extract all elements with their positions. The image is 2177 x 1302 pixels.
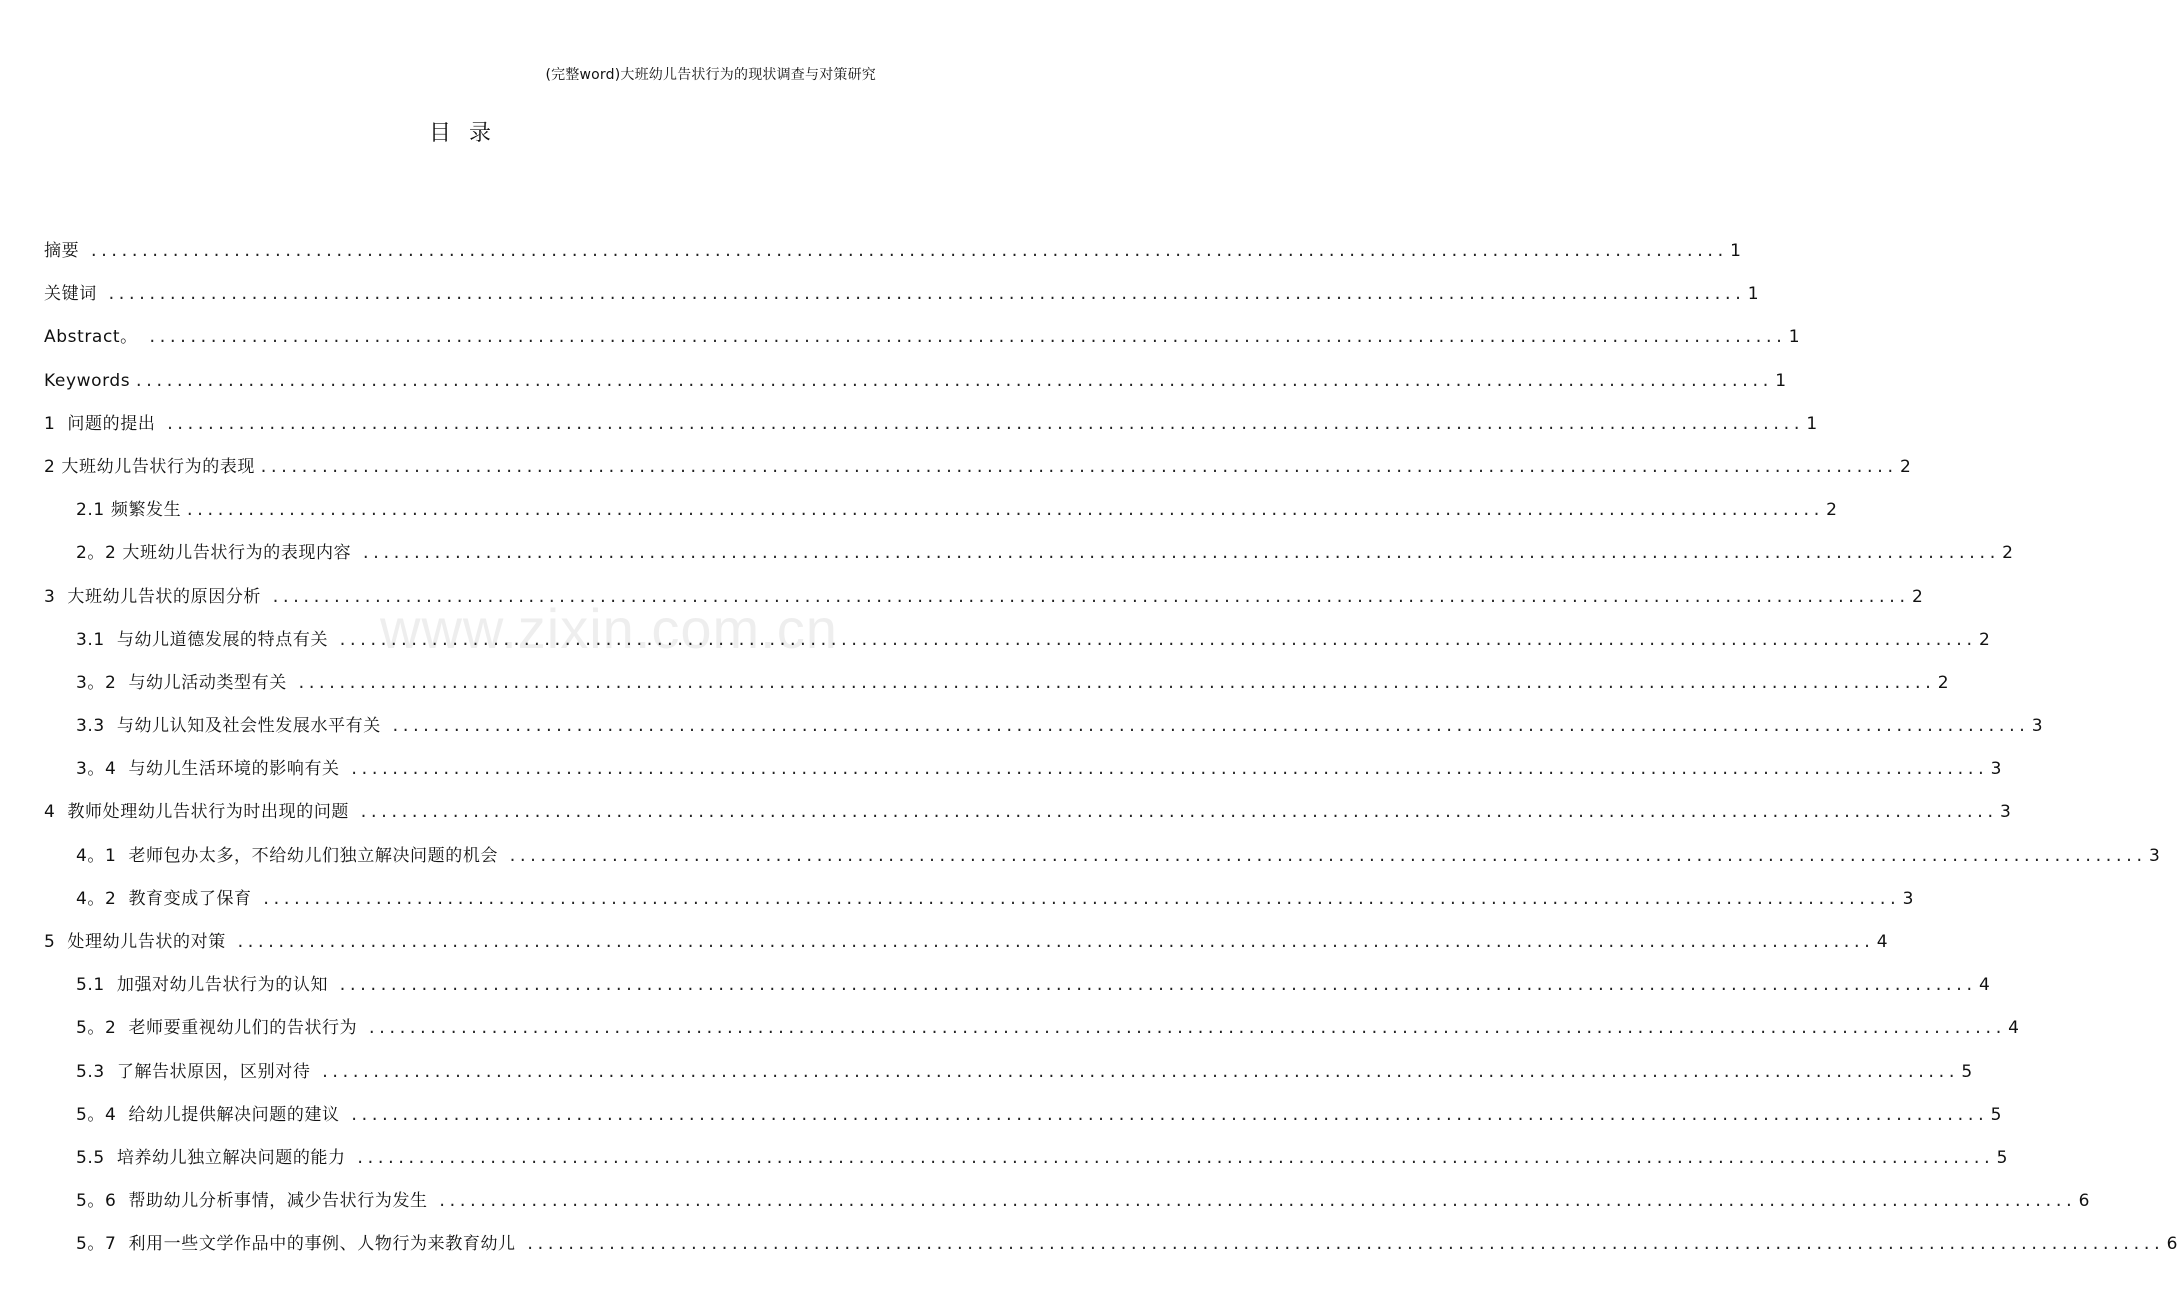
toc-page-number: 2 [1937,672,1949,693]
toc-entry[interactable] [44,273,1759,316]
toc-page-number: 4 [1978,975,1990,996]
toc-dot-leader: ................................................................................................................................................................ [525,1235,2163,1254]
toc-entry-title: 3。2 与幼儿活动类型有关 [76,672,293,693]
toc-entry[interactable] [44,921,1888,964]
toc-entry[interactable] [44,532,2013,575]
toc-entry[interactable] [44,791,2011,834]
toc-entry-title: 3.1 与幼儿道德发展的特点有关 [76,629,335,650]
toc-dot-leader: ................................................................................................................................................................ [165,414,1803,433]
toc-entry-title: 5。2 老师要重视幼儿们的告状行为 [76,1018,364,1039]
toc-entry[interactable] [44,835,2160,878]
toc-entry[interactable] [44,1137,2008,1180]
toc-entry[interactable] [44,1051,1973,1094]
toc-entry[interactable] [44,230,1741,273]
toc-page-number: 1 [1788,327,1800,348]
toc-page-number: 1 [1806,413,1818,434]
toc-page-number: 5 [1990,1104,2002,1125]
toc-dot-leader: ................................................................................................................................................................ [271,587,1908,606]
toc-page-number: 2 [1911,586,1923,607]
toc-entry-title: 5。7 利用一些文学作品中的事例、人物行为来教育幼儿 [76,1234,522,1255]
toc-dot-leader: ................................................................................................................................................................ [508,846,2145,865]
toc-page-number: 3 [2031,716,2043,737]
watermark: www.zixin.com.cn [380,597,838,660]
toc-page-number: 1 [1730,241,1741,261]
toc-entry-title: 4。2 教育变成了保育 [76,888,258,909]
toc-dot-leader: ................................................................................................................................................................ [235,933,1873,951]
toc-dot-leader: ................................................................................................................................................................ [147,328,1785,347]
toc-page-number: 5 [1996,1147,2008,1168]
toc-entry-title: 4 教师处理幼儿告状行为时出现的问题 [44,802,356,823]
toc-entry[interactable] [44,1007,2019,1050]
toc-page-number: 2 [1826,500,1837,521]
toc-entry-title: 5 处理幼儿告状的对策 [44,932,232,952]
toc-dot-leader: ................................................................................................................................................................ [338,976,1975,995]
toc-dot-leader: ................................................................................................................................................................ [89,242,1727,260]
toc-entry-title: 1 问题的提出 [44,413,162,434]
toc-entry-title: 3 大班幼儿告状的原因分析 [44,586,268,607]
toc-page-number: 6 [2166,1234,2177,1255]
toc-page-number: 1 [1747,284,1759,305]
table-of-contents [44,230,2177,1267]
toc-dot-leader: ................................................................................................................................................................ [355,1148,1993,1167]
toc-dot-leader: ................................................................................................................................................................ [338,630,1975,649]
toc-entry-title: 5.5 培养幼儿独立解决问题的能力 [76,1147,352,1168]
toc-entry-title: 3.3 与幼儿认知及社会性发展水平有关 [76,716,387,737]
toc-entry[interactable] [44,748,2002,791]
toc-entry-title: 5。6 帮助幼儿分析事情，减少告状行为发生 [76,1191,434,1212]
toc-entry[interactable] [44,878,1914,921]
toc-page-number: 3 [2148,845,2160,866]
toc-dot-leader: ................................................................................................................................................................ [106,285,1744,304]
toc-dot-leader: ................................................................................................................................................................ [320,1062,1958,1081]
toc-dot-leader: ................................................................................................................................................................ [349,1105,1987,1124]
toc-dot-leader: ................................................................................................................................................................ [134,371,1772,390]
running-header: (完整word)大班幼儿告状行为的现状调查与对策研究 [545,67,876,83]
toc-entry-title: 4。1 老师包办太多，不给幼儿们独立解决问题的机会 [76,845,505,866]
toc-entry[interactable] [44,964,1990,1007]
toc-dot-leader: ................................................................................................................................................................ [437,1192,2075,1211]
toc-entry-title: 5。4 给幼儿提供解决问题的建议 [76,1104,346,1125]
toc-entry[interactable] [44,1180,2090,1223]
toc-entry-title: Abstract。 [44,327,144,348]
toc-entry[interactable] [44,316,1800,359]
toc-page-number: 3 [1902,888,1914,909]
toc-entry-title: 2.1 频繁发生 [76,500,182,521]
toc-dot-leader: ................................................................................................................................................................ [349,760,1987,779]
toc-entry[interactable] [44,446,1911,489]
page-title: 目录 [428,121,509,146]
toc-dot-leader: ................................................................................................................................................................ [390,717,2028,736]
toc-entry[interactable] [44,360,1787,403]
toc-page-number: 4 [2008,1018,2019,1039]
toc-entry-title: 5.1 加强对幼儿告状行为的认知 [76,975,335,996]
toc-dot-leader: ................................................................................................................................................................ [361,544,1999,563]
toc-entry[interactable] [44,489,1837,532]
toc-entry[interactable] [44,1223,2177,1266]
toc-page-number: 3 [1990,759,2002,780]
toc-entry-title: 摘要 [44,241,86,261]
toc-entry[interactable] [44,705,2043,748]
toc-entry-title: 5.3 了解告状原因，区别对待 [76,1061,317,1082]
toc-entry[interactable] [44,662,1949,705]
toc-entry-title: 关键词 [44,284,103,305]
toc-page-number: 3 [1999,802,2011,823]
toc-entry[interactable] [44,1094,2002,1137]
toc-page-number: 1 [1775,370,1787,391]
toc-page-number: 2 [1899,456,1911,477]
toc-entry-title: 2。2 大班幼儿告状行为的表现内容 [76,543,358,564]
toc-dot-leader: ................................................................................................................................................................ [367,1019,2005,1038]
toc-entry-title: 3。4 与幼儿生活环境的影响有关 [76,759,346,780]
toc-entry-title: Keywords [44,370,131,391]
toc-page-number: 2 [1978,629,1990,650]
toc-page-number: 2 [2002,543,2013,564]
toc-dot-leader: ................................................................................................................................................................ [261,889,1899,908]
toc-page-number: 6 [2078,1191,2090,1212]
toc-dot-leader: ................................................................................................................................................................ [359,803,1996,822]
toc-page-number: 5 [1961,1061,1973,1082]
toc-dot-leader: ................................................................................................................................................................ [259,457,1896,476]
toc-entry[interactable] [44,576,1923,619]
toc-entry-title: 2 大班幼儿告状行为的表现 [44,456,256,477]
toc-dot-leader: ................................................................................................................................................................ [296,673,1934,692]
toc-dot-leader: ................................................................................................................................................................ [185,501,1823,520]
toc-page-number: 4 [1876,932,1888,952]
toc-entry[interactable] [44,403,1818,446]
